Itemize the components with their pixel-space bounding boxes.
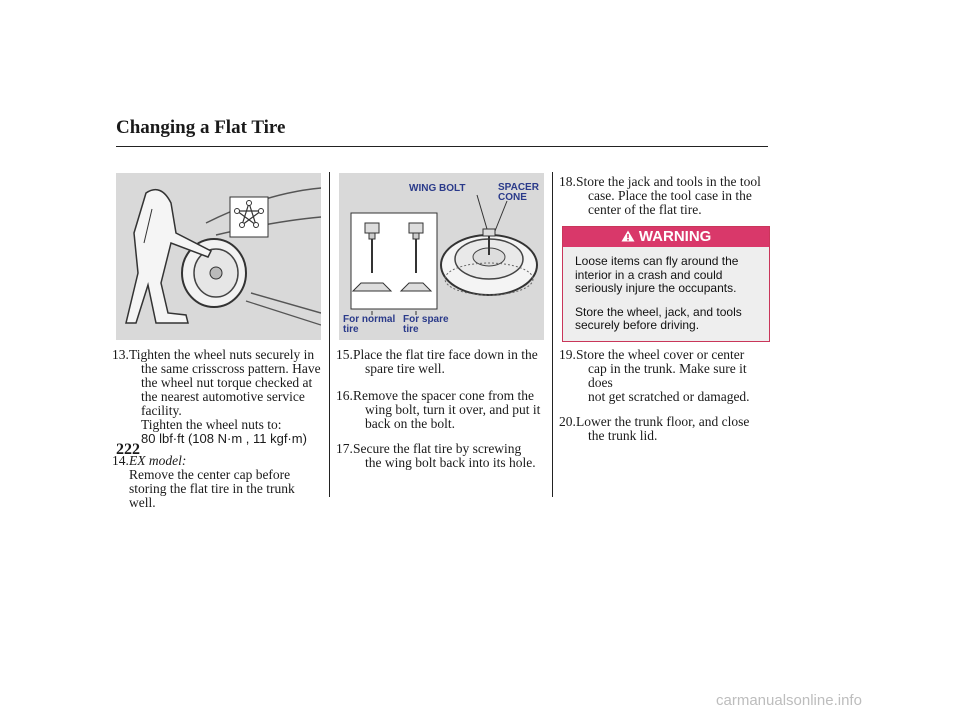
warning-heading: [563, 227, 769, 247]
step-number: 15.: [336, 347, 353, 362]
step-text-line: center of the flat tire.: [588, 202, 702, 217]
label-spare-tire-line1: For spare: [403, 314, 449, 325]
label-normal-tire-line2: tire: [343, 324, 359, 335]
step-text-line: case. Place the tool case in the: [588, 188, 752, 203]
step-number: 18.: [559, 174, 576, 189]
label-spacer-cone-line1: SPACER: [498, 182, 539, 193]
step-text-line: Remove the spacer cone from the: [353, 388, 535, 403]
step-15: [336, 348, 551, 378]
step-text-line: Tighten the wheel nuts to:: [141, 417, 282, 432]
label-spare-tire-line2: tire: [403, 324, 419, 335]
step-20: [559, 415, 774, 445]
label-spacer-cone-line2: CONE: [498, 192, 527, 203]
step-text-line: the nearest automotive service: [141, 389, 305, 404]
step-text-line: back on the bolt.: [365, 416, 455, 431]
label-normal-tire-line1: For normal: [343, 314, 396, 325]
warning-box: [562, 226, 770, 342]
step-text-line: the wing bolt back into its hole.: [365, 455, 536, 470]
step-number: 16.: [336, 388, 353, 403]
step-text-line: wing bolt, turn it over, and put it: [365, 402, 541, 417]
step-number: 20.: [559, 414, 576, 429]
step-number: 17.: [336, 441, 353, 456]
step-number: 19.: [559, 347, 576, 362]
step-number: 14.: [112, 453, 129, 468]
label-wing-bolt: WING BOLT: [409, 183, 466, 194]
step-text-line: the trunk lid.: [588, 428, 658, 443]
warning-text-line: securely before driving.: [575, 318, 700, 332]
column-divider-right: [552, 172, 553, 497]
warning-text-line: Loose items can fly around the: [575, 254, 739, 268]
step-text-line: Store the wheel cover or center: [576, 347, 745, 362]
tighten-wheel-illustration: [116, 173, 321, 340]
step-16: [336, 389, 551, 433]
warning-triangle-icon: [621, 230, 635, 242]
step-text-line: Tighten the wheel nuts securely in: [129, 347, 315, 362]
step-text-line: spare tire well.: [365, 361, 445, 376]
step-13: [112, 347, 327, 446]
warning-label: WARNING: [638, 228, 712, 245]
step-14: [112, 454, 327, 510]
step-text-line: Secure the flat tire by screwing: [353, 441, 522, 456]
step-text-line: not get scratched or damaged.: [588, 389, 750, 404]
step-text-line: the same crisscross pattern. Have: [141, 361, 321, 376]
model-label: EX model:: [129, 453, 187, 468]
step-18: [559, 175, 774, 219]
warning-text-line: interior in a crash and could: [575, 267, 723, 282]
page-number: 222: [116, 441, 140, 458]
step-text-line: storing the flat tire in the trunk: [129, 481, 295, 496]
step-19: [559, 347, 774, 404]
step-text-line: Store the jack and tools in the tool: [576, 174, 761, 189]
torque-spec: 80 lbf·ft (108 N·m , 11 kgf·m): [141, 431, 307, 446]
step-text-line: facility.: [141, 403, 182, 418]
figure-tighten-wheel-nuts: [116, 173, 321, 340]
watermark: carmanualsonline.info: [716, 692, 862, 709]
step-text-line: Lower the trunk floor, and close: [576, 414, 750, 429]
warning-text-line: seriously injure the occupants.: [575, 281, 737, 295]
warning-text-line: Store the wheel, jack, and tools: [575, 304, 742, 319]
page-title: Changing a Flat Tire: [116, 117, 286, 138]
step-17: [336, 442, 551, 472]
title-rule: [116, 146, 768, 147]
step-number: 13.: [112, 347, 129, 362]
step-text-line: Remove the center cap before: [129, 467, 291, 482]
column-divider-left: [329, 172, 330, 497]
step-text-line: well.: [129, 495, 156, 510]
step-text-line: cap in the trunk. Make sure it does: [588, 361, 747, 390]
step-text-line: Place the flat tire face down in the: [353, 347, 538, 362]
step-text-line: the wheel nut torque checked at: [141, 375, 313, 390]
figure-spare-tire-well: [339, 173, 544, 340]
